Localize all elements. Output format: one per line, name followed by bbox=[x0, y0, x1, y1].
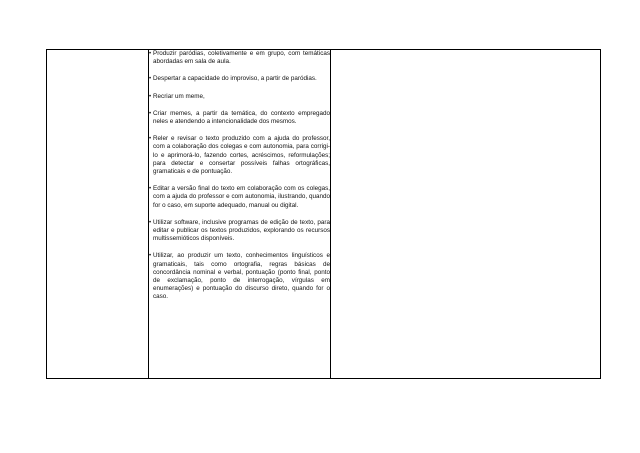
list-item-text: Reler e revisar o texto produzido com a ajuda do professor, com a colaboração dos colegas e com autonomia, para corrigi-lo e aprimorá-lo, fazendo cortes, acréscimos, reformulações; para detectar e consertar possíveis falhas ortográficas, gramaticais e de pontuação. bbox=[153, 135, 330, 176]
bullet-icon: • bbox=[149, 76, 152, 83]
bullet-icon: • bbox=[149, 219, 152, 226]
list-item bbox=[149, 93, 330, 101]
list-item bbox=[149, 252, 330, 301]
list-item bbox=[149, 135, 330, 176]
table-row bbox=[47, 50, 601, 379]
list-item bbox=[149, 185, 330, 210]
table-cell-right bbox=[331, 50, 601, 379]
list-item bbox=[149, 75, 330, 83]
list-item-text: Produzir paródias, coletivamente e em grupo, com temáticas abordadas em sala de aula. bbox=[153, 50, 330, 66]
list-item-text: Utilizar software, inclusive programas de edição de texto, para editar e publicar os textos produzidos, explorando os recursos multissemióticos disponíveis. bbox=[153, 218, 330, 243]
table-cell-left bbox=[47, 50, 152, 379]
bullet-icon: • bbox=[149, 186, 152, 193]
list-item-text: Editar a versão final do texto em colaboração com os colegas, com a ajuda do professor e com autonomia, ilustrando, quando for o caso, em suporte adequado, manual ou digital. bbox=[153, 185, 330, 209]
list-item bbox=[149, 219, 330, 244]
list-item-text: Despertar a capacidade do improviso, a partir de paródias. bbox=[153, 75, 317, 83]
list-item-text: Criar memes, a partir da temática, do contexto empregado neles e atendendo a intencionalidade dos mesmos. bbox=[153, 109, 330, 126]
skills-list bbox=[149, 50, 330, 302]
bullet-icon: • bbox=[149, 110, 152, 117]
content-table bbox=[46, 49, 601, 379]
bullet-icon: • bbox=[149, 93, 152, 100]
bullet-icon: • bbox=[149, 136, 152, 143]
bullet-icon: • bbox=[149, 51, 152, 57]
list-item bbox=[149, 110, 330, 126]
list-item bbox=[149, 50, 330, 66]
bullet-icon: • bbox=[149, 253, 152, 260]
list-item-text: Recriar um meme, bbox=[153, 92, 205, 100]
list-item-text: Utilizar, ao produzir um texto, conhecimentos linguísticos e gramaticais, tais como ortografia, regras básicas de concordância nominal e verbal, pontuação (ponto final, ponto de exclamação, ponto de interrogação, vírgulas em enumerações) e pontuação do discurso direto, quando for o caso. bbox=[153, 252, 330, 301]
table-cell-skills bbox=[149, 50, 331, 379]
